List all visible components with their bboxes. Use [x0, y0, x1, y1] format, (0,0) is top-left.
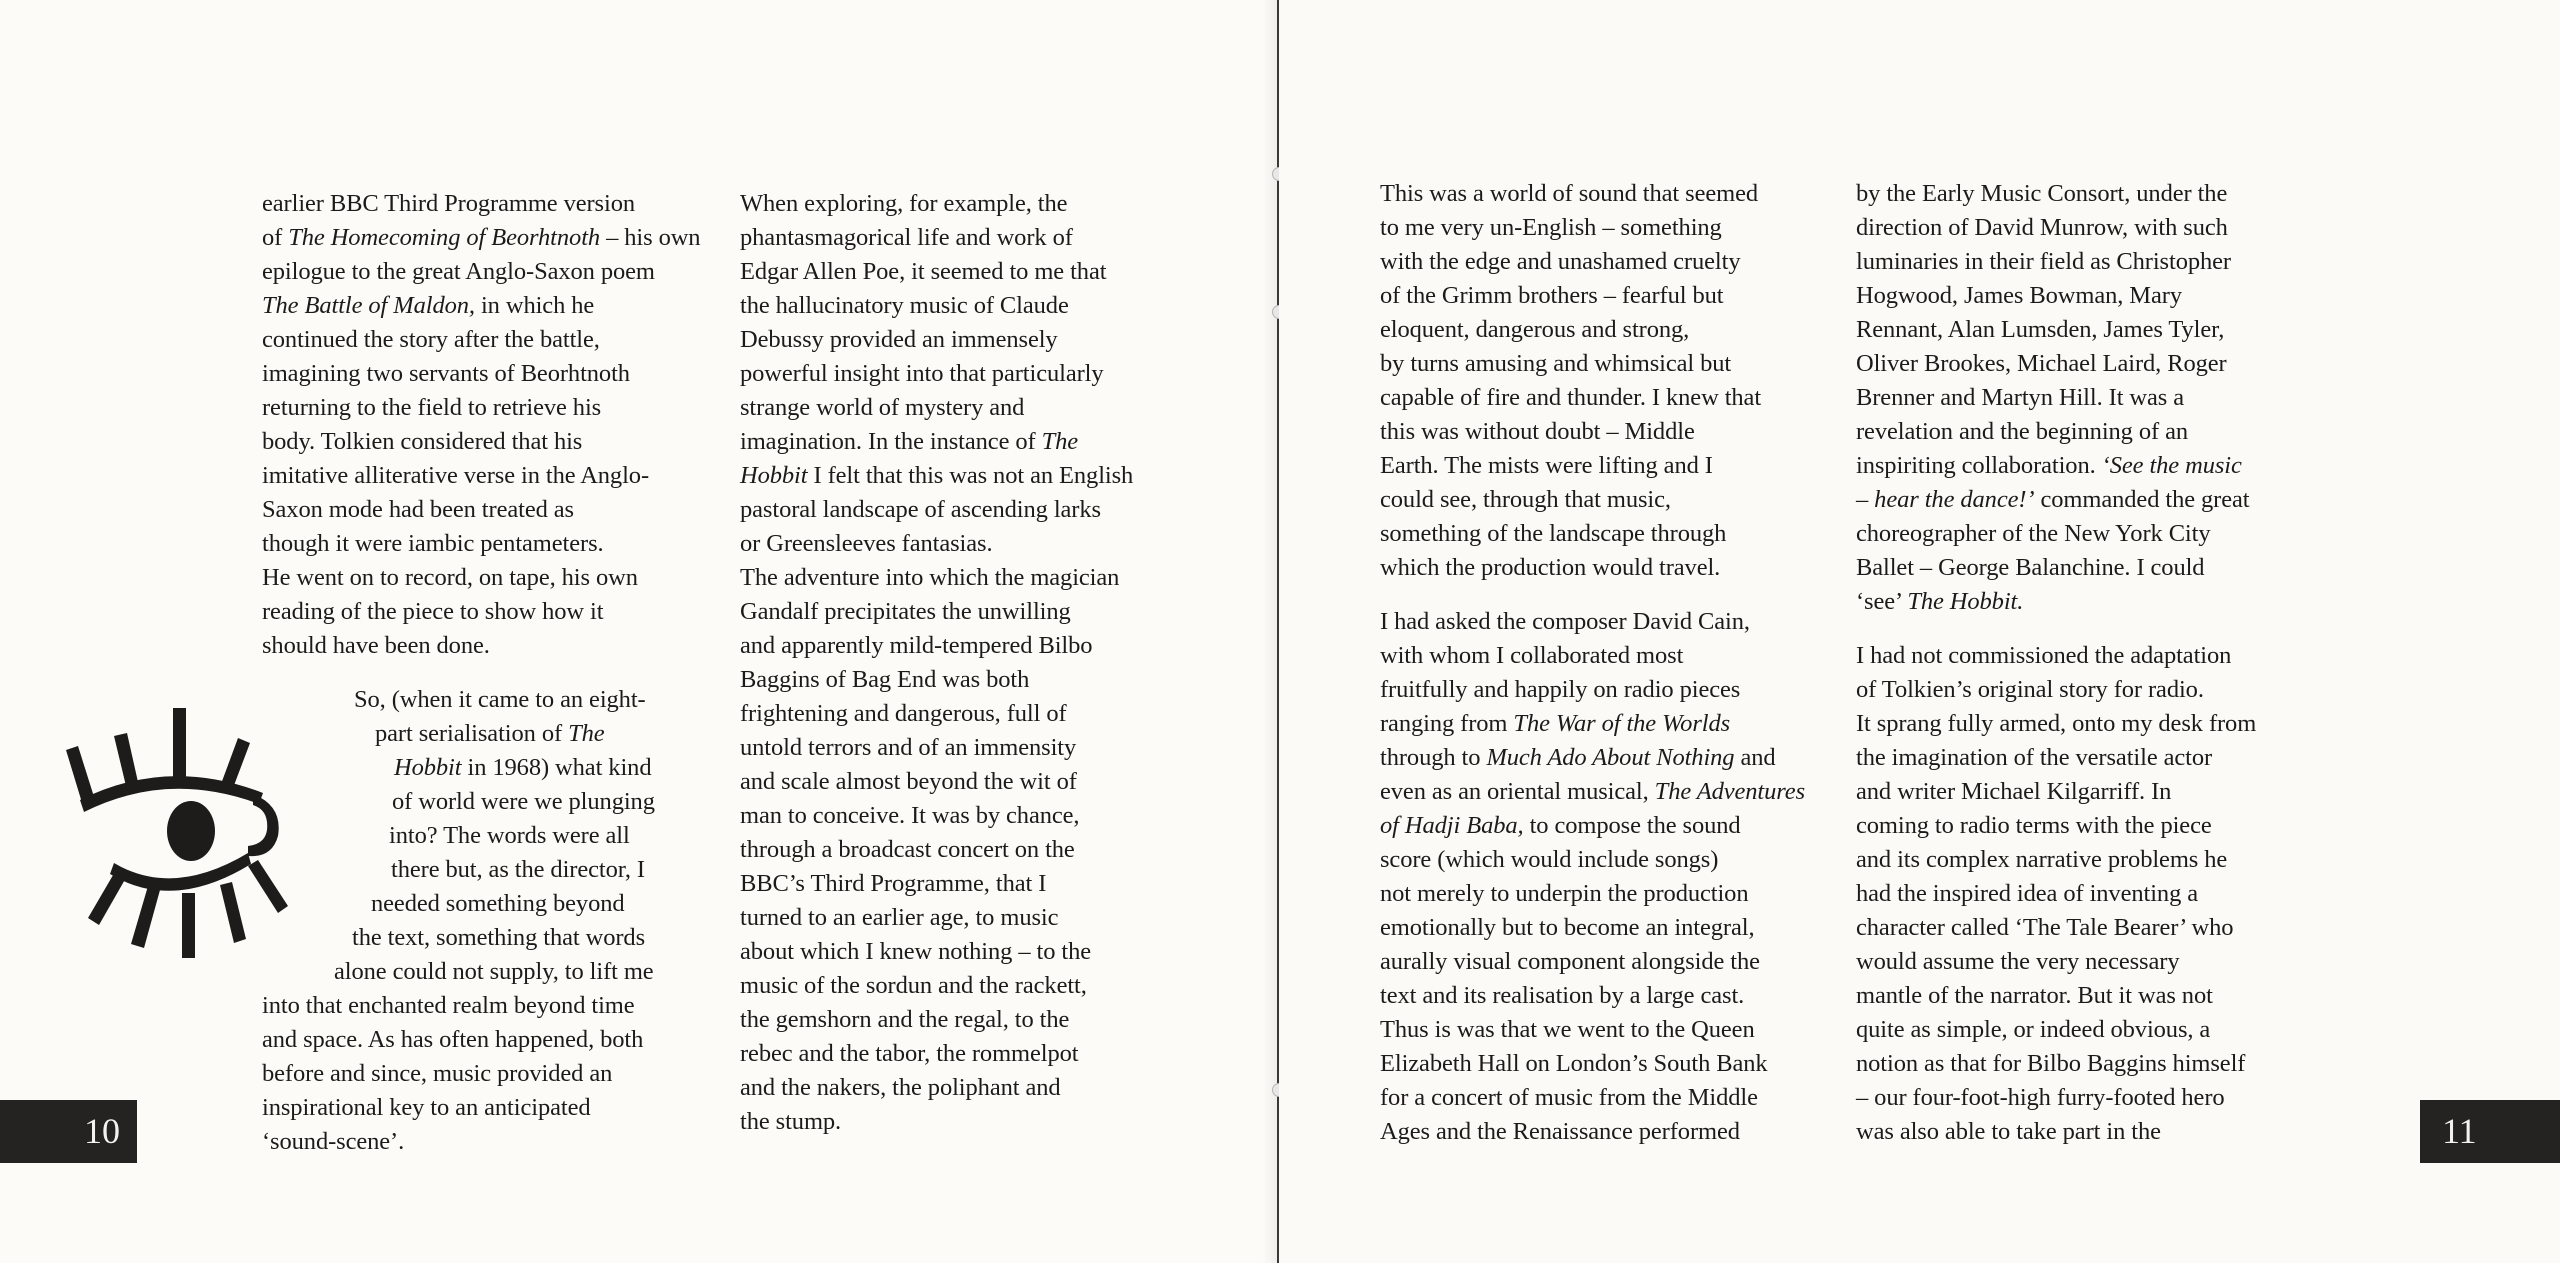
text-run: returning to the field to retrieve his: [262, 394, 602, 421]
text-line: [1856, 1047, 2256, 1081]
text-line: [262, 853, 655, 887]
text-line: [1380, 843, 1805, 877]
text-line: [1380, 741, 1805, 775]
text-line: [1380, 347, 1805, 381]
text-line: [740, 425, 1133, 459]
text-run: should have been done.: [262, 632, 490, 659]
text-run: Baggins of Bag End was both: [740, 666, 1030, 693]
text-run: part serialisation of: [375, 720, 569, 747]
text-line: [262, 921, 655, 955]
text-run: and apparently mild-tempered Bilbo: [740, 632, 1093, 659]
text-run: character called ‘The Tale Bearer’ who: [1856, 914, 2234, 941]
italic-title: of Hadji Baba,: [1380, 812, 1524, 839]
text-run: before and since, music provided an: [262, 1060, 613, 1087]
text-line: [740, 731, 1133, 765]
text-line: [262, 493, 700, 527]
text-run: pastoral landscape of ascending larks: [740, 496, 1101, 523]
text-line: [1380, 449, 1805, 483]
text-run: text and its realisation by a large cast.: [1380, 982, 1745, 1009]
text-run: of: [262, 224, 289, 251]
text-line: [740, 833, 1133, 867]
text-run: commanded the great: [2034, 486, 2250, 513]
text-line: [262, 527, 700, 561]
text-run: Earth. The mists were lifting and I: [1380, 452, 1713, 479]
text-run: this was without doubt – Middle: [1380, 418, 1695, 445]
text-line: [262, 391, 700, 425]
text-line: [1380, 415, 1805, 449]
text-line: [1380, 605, 1805, 639]
text-run: with the edge and unashamed cruelty: [1380, 248, 1741, 275]
text-run: by the Early Music Consort, under the: [1856, 180, 2228, 207]
text-run: I had asked the composer David Cain,: [1380, 608, 1750, 635]
text-run: the stump.: [740, 1108, 842, 1135]
text-line: [1856, 517, 2256, 551]
text-line: [740, 1037, 1133, 1071]
text-line: [740, 663, 1133, 697]
text-run: direction of David Munrow, with such: [1856, 214, 2228, 241]
text-run: and scale almost beyond the wit of: [740, 768, 1077, 795]
text-line: [262, 289, 700, 323]
text-line: [1856, 979, 2256, 1013]
text-run: earlier BBC Third Programme version: [262, 190, 635, 217]
text-line: [262, 819, 655, 853]
text-line: [740, 459, 1133, 493]
text-line: [1380, 1047, 1805, 1081]
text-line: [740, 323, 1133, 357]
text-run: Hogwood, James Bowman, Mary: [1856, 282, 2182, 309]
text-run: of world were we plunging: [392, 788, 655, 815]
text-run: with whom I collaborated most: [1380, 642, 1684, 669]
text-run: or Greensleeves fantasias.: [740, 530, 993, 557]
text-run: Rennant, Alan Lumsden, James Tyler,: [1856, 316, 2225, 343]
text-run: man to conceive. It was by chance,: [740, 802, 1080, 829]
text-line: [1856, 843, 2256, 877]
italic-title: ‘See the music: [2101, 452, 2242, 479]
text-line: [1856, 1115, 2256, 1149]
text-line: [1856, 707, 2256, 741]
text-run: So, (when it came to an eight-: [354, 686, 646, 713]
text-run: in which he: [474, 292, 595, 319]
text-line: [1380, 517, 1805, 551]
text-line: [262, 255, 700, 289]
text-line: [740, 799, 1133, 833]
text-line: [262, 989, 655, 1023]
text-run: needed something beyond: [371, 890, 625, 917]
text-line: [740, 289, 1133, 323]
text-run: Brenner and Martyn Hill. It was a: [1856, 384, 2185, 411]
text-run: quite as simple, or indeed obvious, a: [1856, 1016, 2211, 1043]
text-line: [740, 187, 1133, 221]
text-run: though it were iambic pentameters.: [262, 530, 604, 557]
text-run: I felt that this was not an English: [807, 462, 1134, 489]
text-line: [1380, 313, 1805, 347]
text-line: [1380, 877, 1805, 911]
text-run: This was a world of sound that seemed: [1380, 180, 1759, 207]
text-run: Gandalf precipitates the unwilling: [740, 598, 1071, 625]
text-line: [1856, 415, 2256, 449]
column-4-text: [1856, 177, 2256, 1149]
text-line: [262, 323, 700, 357]
text-line: [1856, 211, 2256, 245]
text-run: to compose the sound: [1523, 812, 1741, 839]
text-run: – our four-foot-high furry-footed hero: [1856, 1084, 2225, 1111]
text-line: [1380, 177, 1805, 211]
text-run: the imagination of the versatile actor: [1856, 744, 2213, 771]
page-number-right: [2420, 1100, 2560, 1163]
text-run: and writer Michael Kilgarriff. In: [1856, 778, 2172, 805]
text-run: inspiriting collaboration.: [1856, 452, 2102, 479]
text-line: [1856, 809, 2256, 843]
text-line: [1380, 279, 1805, 313]
text-run: frightening and dangerous, full of: [740, 700, 1067, 727]
text-run: – his own: [600, 224, 701, 251]
text-run: Thus is was that we went to the Queen: [1380, 1016, 1755, 1043]
text-line: [740, 255, 1133, 289]
text-run: Oliver Brookes, Michael Laird, Roger: [1856, 350, 2227, 377]
text-line: [262, 459, 700, 493]
text-run: strange world of mystery and: [740, 394, 1025, 421]
text-run: rebec and the tabor, the rommelpot: [740, 1040, 1079, 1067]
text-line: [1856, 673, 2256, 707]
italic-title: – hear the dance!’: [1856, 486, 2035, 513]
text-run: through a broadcast concert on the: [740, 836, 1075, 863]
text-line: [1856, 775, 2256, 809]
text-run: and: [1734, 744, 1776, 771]
text-line: [740, 357, 1133, 391]
text-line: [740, 1105, 1133, 1139]
italic-title: The Homecoming of Beorhtnoth: [288, 224, 601, 251]
text-run: Elizabeth Hall on London’s South Bank: [1380, 1050, 1768, 1077]
text-line: [740, 595, 1133, 629]
text-line: [262, 221, 700, 255]
text-line: [740, 969, 1133, 1003]
text-line: [1856, 483, 2256, 517]
text-line: [740, 629, 1133, 663]
text-run: body. Tolkien considered that his: [262, 428, 583, 455]
text-run: of the Grimm brothers – fearful but: [1380, 282, 1724, 309]
text-run: in 1968) what kind: [461, 754, 652, 781]
text-line: [1856, 449, 2256, 483]
text-line: [262, 1091, 655, 1125]
text-run: epilogue to the great Anglo-Saxon poem: [262, 258, 655, 285]
text-run: which the production would travel.: [1380, 554, 1721, 581]
text-line: [1856, 911, 2256, 945]
text-run: ‘see’: [1856, 588, 1908, 615]
text-run: the gemshorn and the regal, to the: [740, 1006, 1070, 1033]
text-run: fruitfully and happily on radio pieces: [1380, 676, 1741, 703]
text-line: [262, 561, 700, 595]
text-run: powerful insight into that particularly: [740, 360, 1104, 387]
text-run: emotionally but to become an integral,: [1380, 914, 1755, 941]
text-line: [1380, 1081, 1805, 1115]
text-line: [1856, 347, 2256, 381]
column-3-text: [1380, 177, 1805, 1149]
text-run: He went on to record, on tape, his own: [262, 564, 638, 591]
text-line: [262, 751, 655, 785]
column-1-text: [262, 187, 700, 663]
text-run: to me very un-English – something: [1380, 214, 1722, 241]
text-line: [1380, 775, 1805, 809]
text-run: there but, as the director, I: [391, 856, 645, 883]
text-run: not merely to underpin the production: [1380, 880, 1749, 907]
text-run: Ages and the Renaissance performed: [1380, 1118, 1740, 1145]
text-run: through to: [1380, 744, 1487, 771]
italic-title: The Adventures: [1654, 778, 1806, 805]
text-run: mantle of the narrator. But it was not: [1856, 982, 2213, 1009]
italic-title: The: [1041, 428, 1079, 455]
text-run: and space. As has often happened, both: [262, 1026, 644, 1053]
text-run: notion as that for Bilbo Baggins himself: [1856, 1050, 2246, 1077]
text-line: [262, 717, 655, 751]
text-line: [740, 1003, 1133, 1037]
text-run: turned to an earlier age, to music: [740, 904, 1059, 931]
text-line: [1380, 809, 1805, 843]
text-line: [262, 595, 700, 629]
text-run: untold terrors and of an immensity: [740, 734, 1077, 761]
text-line: [740, 935, 1133, 969]
text-line: [262, 187, 700, 221]
text-run: into that enchanted realm beyond time: [262, 992, 635, 1019]
italic-title: Much Ado About Nothing: [1486, 744, 1735, 771]
right-page: [1279, 0, 2560, 1263]
text-run: inspirational key to an anticipated: [262, 1094, 591, 1121]
text-line: [1856, 741, 2256, 775]
text-run: BBC’s Third Programme, that I: [740, 870, 1047, 897]
text-line: [740, 561, 1133, 595]
text-run: revelation and the beginning of an: [1856, 418, 2189, 445]
text-line: [1380, 979, 1805, 1013]
text-run: aurally visual component alongside the: [1380, 948, 1760, 975]
text-run: continued the story after the battle,: [262, 326, 600, 353]
text-run: even as an oriental musical,: [1380, 778, 1655, 805]
text-line: [262, 683, 655, 717]
paragraph-gap: [1380, 585, 1805, 605]
text-run: Edgar Allen Poe, it seemed to me that: [740, 258, 1107, 285]
text-line: [1380, 381, 1805, 415]
text-run: by turns amusing and whimsical but: [1380, 350, 1732, 377]
text-run: It sprang fully armed, onto my desk from: [1856, 710, 2257, 737]
text-line: [1856, 1081, 2256, 1115]
text-line: [1856, 877, 2256, 911]
text-run: imagining two servants of Beorhtnoth: [262, 360, 630, 387]
text-run: and the nakers, the poliphant and: [740, 1074, 1061, 1101]
text-line: [262, 1057, 655, 1091]
text-line: [1380, 551, 1805, 585]
text-line: [1380, 639, 1805, 673]
text-run: Debussy provided an immensely: [740, 326, 1058, 353]
text-run: the text, something that words: [352, 924, 645, 951]
text-line: [740, 527, 1133, 561]
italic-title: Hobbit: [740, 462, 808, 489]
text-run: When exploring, for example, the: [740, 190, 1068, 217]
text-line: [262, 425, 700, 459]
text-line: [1856, 551, 2256, 585]
text-line: [1380, 1115, 1805, 1149]
text-line: [1856, 945, 2256, 979]
text-run: the hallucinatory music of Claude: [740, 292, 1069, 319]
text-line: [262, 887, 655, 921]
italic-title: The: [568, 720, 605, 747]
text-line: [1380, 211, 1805, 245]
text-line: [262, 955, 655, 989]
text-line: [262, 785, 655, 819]
text-line: [1380, 245, 1805, 279]
text-line: [1380, 1013, 1805, 1047]
text-run: had the inspired idea of inventing a: [1856, 880, 2199, 907]
text-run: I had not commissioned the adaptation: [1856, 642, 2232, 669]
text-run: for a concert of music from the Middle: [1380, 1084, 1758, 1111]
text-line: [740, 493, 1133, 527]
text-line: [1856, 1013, 2256, 1047]
italic-title: Hobbit: [394, 754, 462, 781]
text-line: [1856, 381, 2256, 415]
text-run: was also able to take part in the: [1856, 1118, 2161, 1145]
text-run: ranging from: [1380, 710, 1514, 737]
page-number-right-label: 11: [2442, 1111, 2477, 1151]
italic-title: The Hobbit.: [1907, 588, 2024, 615]
paragraph-gap: [1856, 619, 2256, 639]
text-run: into? The words were all: [389, 822, 630, 849]
text-run: capable of fire and thunder. I knew that: [1380, 384, 1762, 411]
text-line: [1856, 177, 2256, 211]
text-run: of Tolkien’s original story for radio.: [1856, 676, 2204, 703]
text-line: [1380, 673, 1805, 707]
text-run: score (which would include songs): [1380, 846, 1719, 873]
page-number-left: [0, 1100, 137, 1163]
text-line: [1856, 639, 2256, 673]
text-line: [740, 901, 1133, 935]
spine-shadow: [1262, 0, 1277, 1263]
text-run: Saxon mode had been treated as: [262, 496, 574, 523]
text-run: could see, through that music,: [1380, 486, 1671, 513]
text-line: [1380, 945, 1805, 979]
text-run: eloquent, dangerous and strong,: [1380, 316, 1690, 343]
italic-title: The Battle of Maldon,: [262, 292, 475, 319]
page-number-left-label: 10: [84, 1111, 120, 1151]
text-line: [262, 1023, 655, 1057]
text-line: [740, 765, 1133, 799]
text-line: [1380, 911, 1805, 945]
text-run: choreographer of the New York City: [1856, 520, 2211, 547]
text-line: [1856, 245, 2256, 279]
text-run: about which I knew nothing – to the: [740, 938, 1092, 965]
column-1-wrapped-text: [262, 683, 655, 1159]
text-run: The adventure into which the magician: [740, 564, 1120, 591]
text-line: [1380, 483, 1805, 517]
text-line: [1380, 707, 1805, 741]
text-line: [1856, 313, 2256, 347]
text-line: [1856, 585, 2256, 619]
text-run: music of the sordun and the rackett,: [740, 972, 1087, 999]
text-line: [740, 1071, 1133, 1105]
column-2-text: [740, 187, 1133, 1139]
text-line: [740, 391, 1133, 425]
left-page: [0, 0, 1277, 1263]
text-run: imagination. In the instance of: [740, 428, 1042, 455]
text-line: [1856, 279, 2256, 313]
text-line: [262, 357, 700, 391]
text-line: [262, 1125, 655, 1159]
italic-title: The War of the Worlds: [1513, 710, 1731, 737]
text-run: reading of the piece to show how it: [262, 598, 604, 625]
text-line: [740, 221, 1133, 255]
text-run: and its complex narrative problems he: [1856, 846, 2228, 873]
text-run: luminaries in their field as Christopher: [1856, 248, 2231, 275]
text-run: Ballet – George Balanchine. I could: [1856, 554, 2205, 581]
text-run: imitative alliterative verse in the Anglo-: [262, 462, 649, 489]
text-run: phantasmagorical life and work of: [740, 224, 1073, 251]
text-run: ‘sound-scene’.: [262, 1128, 405, 1155]
text-run: would assume the very necessary: [1856, 948, 2180, 975]
text-run: something of the landscape through: [1380, 520, 1727, 547]
text-run: alone could not supply, to lift me: [334, 958, 654, 985]
text-line: [740, 697, 1133, 731]
text-line: [740, 867, 1133, 901]
text-run: coming to radio terms with the piece: [1856, 812, 2212, 839]
text-line: [262, 629, 700, 663]
